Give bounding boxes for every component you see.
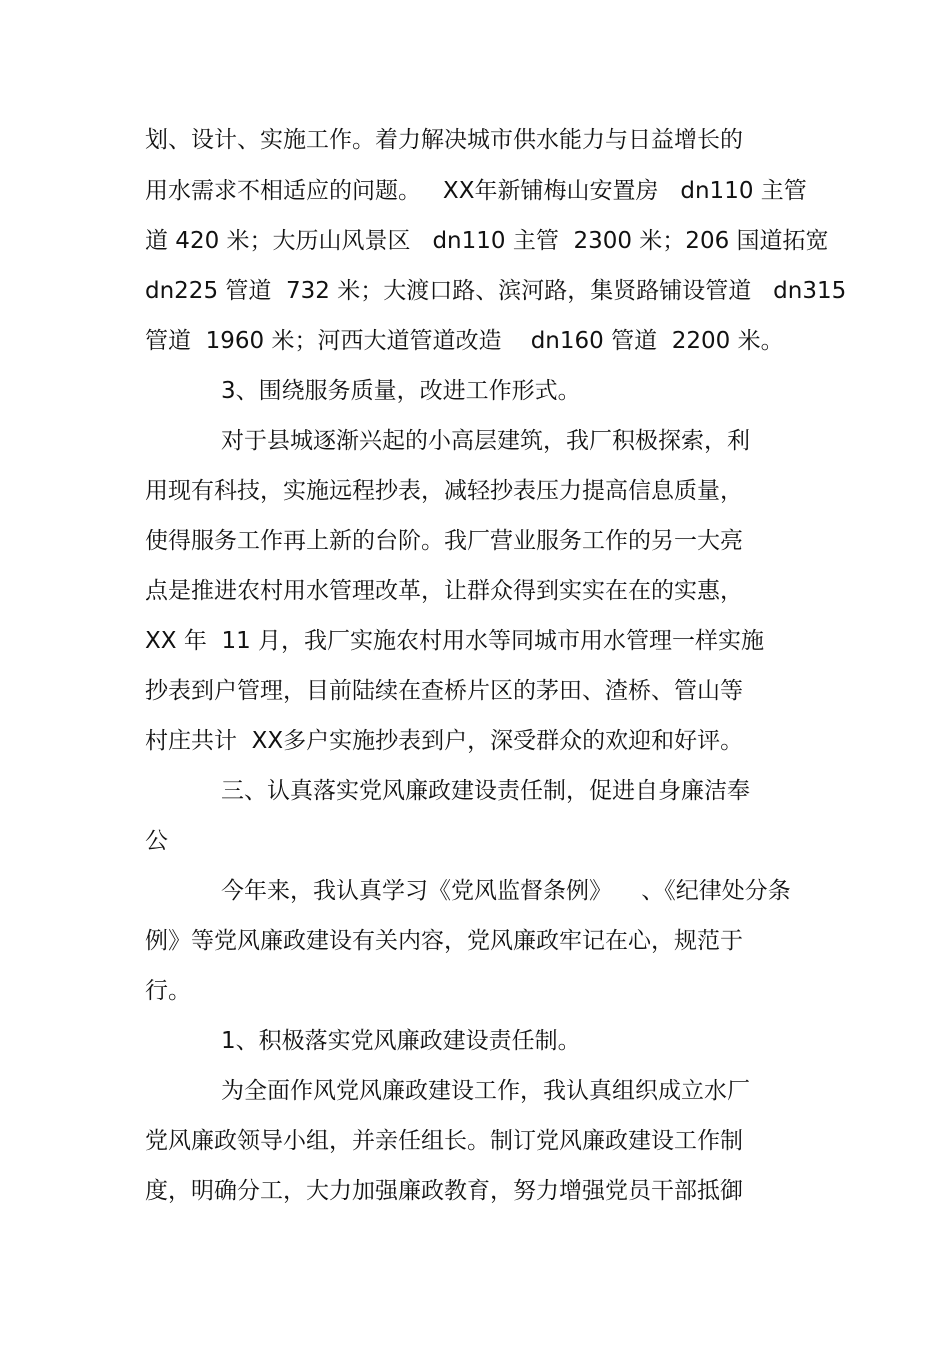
- text-line: dn225 管道 732 米；大渡口路、滨河路，集贤路铺设管道 dn315: [145, 278, 847, 304]
- text-line: 管道 1960 米；河西大道管道改造 dn160 管道 2200 米。: [145, 328, 784, 354]
- text-line: 划、设计、实施工作。着力解决城市供水能力与日益增长的: [145, 127, 743, 153]
- text-line: 度，明确分工，大力加强廉政教育，努力增强党员干部抵御: [145, 1178, 743, 1204]
- text-line: 用水需求不相适应的问题。 XX年新铺梅山安置房 dn110 主管: [145, 178, 807, 204]
- text-line: 使得服务工作再上新的台阶。我厂营业服务工作的另一大亮: [145, 528, 743, 554]
- text-line: 道 420 米；大历山风景区 dn110 主管 2300 米；206 国道拓宽: [145, 228, 829, 254]
- text-line: 村庄共计 XX多户实施抄表到户，深受群众的欢迎和好评。: [145, 728, 744, 754]
- text-line: 抄表到户管理，目前陆续在查桥片区的茅田、渣桥、管山等: [145, 678, 743, 704]
- section-heading: 1、积极落实党风廉政建设责任制。: [221, 1028, 581, 1054]
- text-line: 公: [145, 828, 168, 854]
- text-line: 对于县城逐渐兴起的小高层建筑，我厂积极探索，利: [221, 428, 750, 454]
- text-line: 今年来，我认真学习《党风监督条例》 、《纪律处分条: [221, 878, 791, 904]
- text-line: 点是推进农村用水管理改革，让群众得到实实在在的实惠，: [145, 578, 743, 604]
- text-line: 为全面作风党风廉政建设工作，我认真组织成立水厂: [221, 1078, 750, 1104]
- text-line: XX 年 11 月，我厂实施农村用水等同城市用水管理一样实施: [145, 628, 765, 654]
- text-line: 党风廉政领导小组，并亲任组长。制订党风廉政建设工作制: [145, 1128, 743, 1154]
- text-line: 例》等党风廉政建设有关内容，党风廉政牢记在心，规范于: [145, 928, 743, 954]
- text-line: 行。: [145, 978, 191, 1004]
- section-heading: 三、认真落实党风廉政建设责任制，促进自身廉洁奉: [221, 778, 750, 804]
- section-heading: 3、围绕服务质量，改进工作形式。: [221, 378, 581, 404]
- text-line: 用现有科技，实施远程抄表，减轻抄表压力提高信息质量，: [145, 478, 743, 504]
